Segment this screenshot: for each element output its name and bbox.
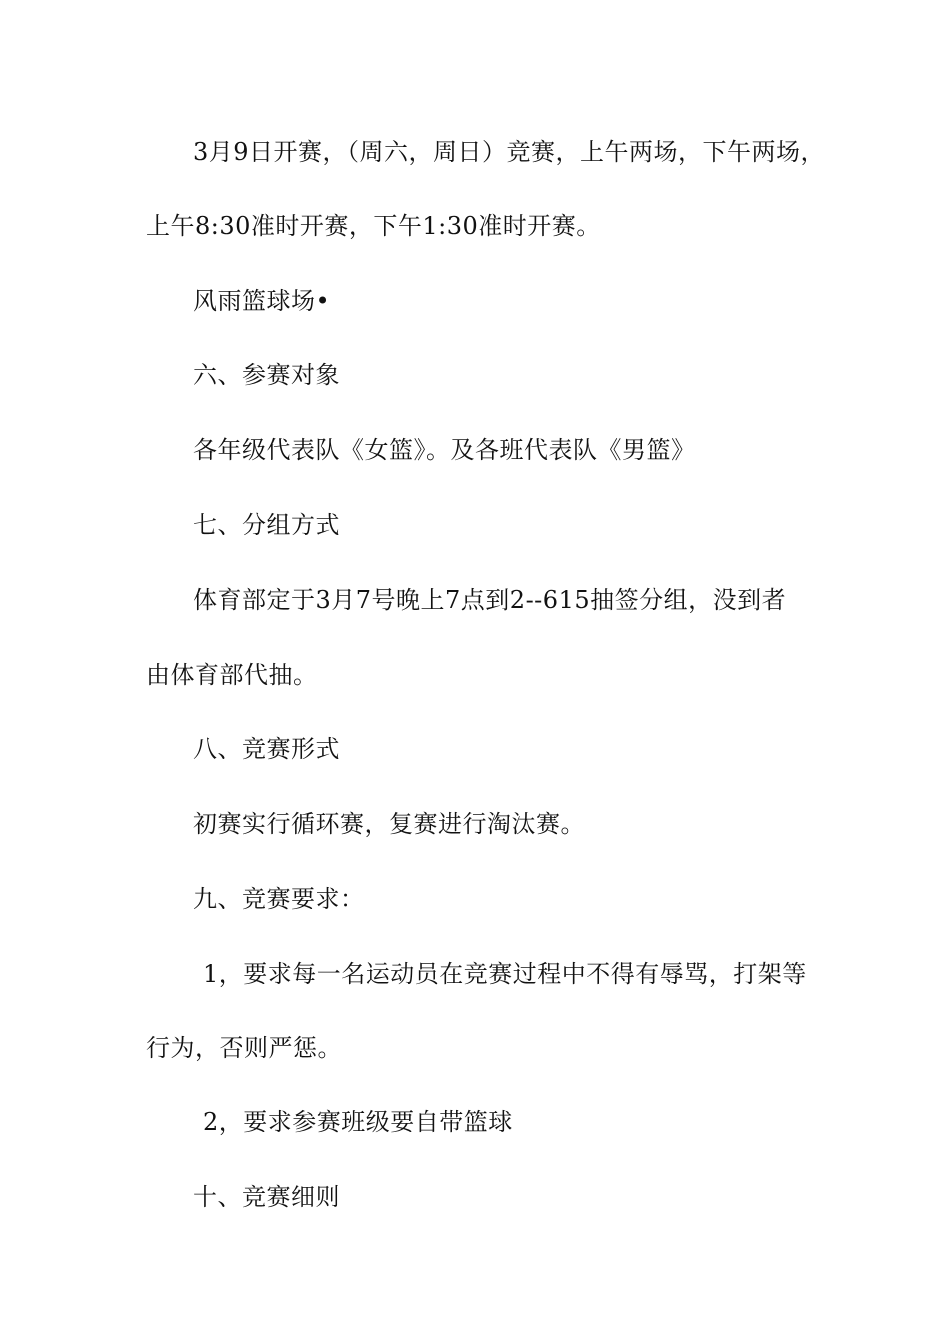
grouping-paragraph-line-1: 体育部定于3月7号晚上7点到2--615抽签分组，没到者 [193, 586, 787, 614]
section-heading-rules: 十、竞赛细则 [193, 1183, 340, 1211]
venue-text: 风雨篮球场• [193, 287, 331, 315]
section-heading-requirements: 九、竞赛要求： [193, 885, 365, 913]
requirement-2: 2，要求参赛班级要自带篮球 [203, 1108, 513, 1136]
section-heading-grouping: 七、分组方式 [193, 511, 340, 539]
format-text: 初赛实行循环赛，复赛进行淘汰赛。 [193, 810, 585, 838]
section-heading-format: 八、竞赛形式 [193, 735, 340, 763]
schedule-paragraph-line-1: 3月9日开赛，（周六，周日）竞赛，上午两场，下午两场， [193, 138, 826, 166]
requirement-1-line-2: 行为，否则严惩。 [146, 1034, 342, 1062]
participants-text: 各年级代表队《女篮》。及各班代表队《男篮》 [193, 436, 696, 464]
section-heading-participants: 六、参赛对象 [193, 361, 340, 389]
grouping-paragraph-line-2: 由体育部代抽。 [146, 661, 318, 689]
requirement-1-line-1: 1，要求每一名运动员在竞赛过程中不得有辱骂，打架等 [203, 960, 807, 988]
schedule-paragraph-line-2: 上午8:30准时开赛，下午1:30准时开赛。 [146, 212, 601, 240]
